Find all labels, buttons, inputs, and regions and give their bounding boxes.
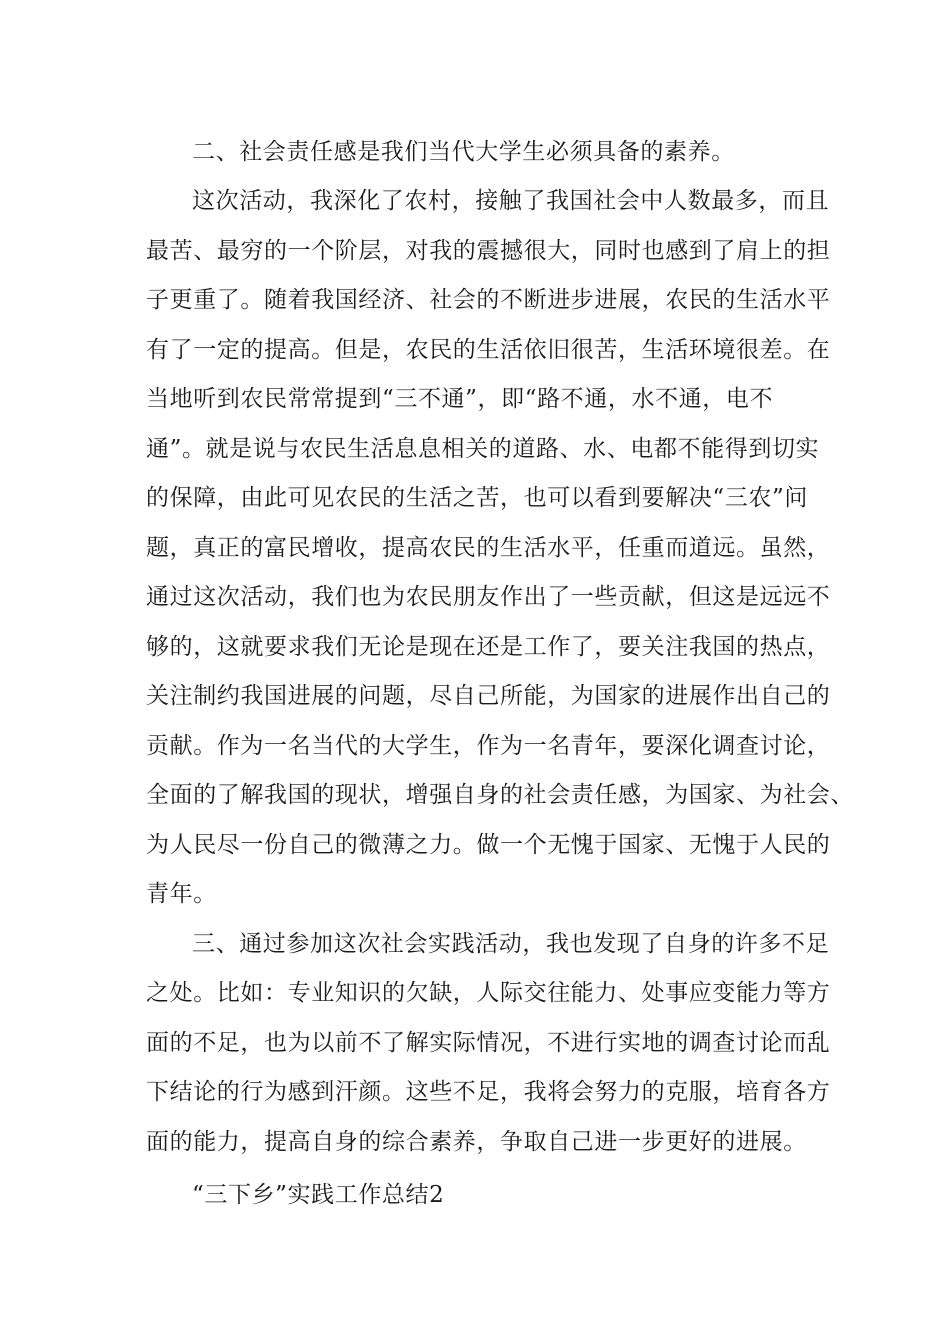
paragraph-line: 关注制约我国进展的问题，尽自己所能，为国家的进展作出自己的 <box>146 683 831 709</box>
paragraph-line: 这次活动，我深化了农村，接触了我国社会中人数最多，而且 <box>192 188 830 214</box>
paragraph-line: 通过这次活动，我们也为农民朋友作出了一些贡献，但这是远远不 <box>146 584 831 610</box>
paragraph-line: 通”。就是说与农民生活息息相关的道路、水、电都不能得到切实 <box>146 436 820 462</box>
paragraph-line: 够的，这就要求我们无论是现在还是工作了，要关注我国的热点， <box>146 634 831 660</box>
paragraph-line: 青年。 <box>146 881 217 907</box>
paragraph-line: 面的不足，也为以前不了解实际情况，不进行实地的调查讨论而乱 <box>146 1030 831 1056</box>
paragraph-line: 的保障，由此可见农民的生活之苦，也可以看到要解决“三农”问 <box>146 485 808 511</box>
summary-title: “三下乡”实践工作总结2 <box>192 1182 445 1208</box>
paragraph-line: 有了一定的提高。但是，农民的生活依旧很苦，生活环境很差。在 <box>146 337 831 363</box>
paragraph-line: 贡献。作为一名当代的大学生，作为一名青年，要深化调查讨论， <box>146 733 831 759</box>
paragraph-line: 题，真正的富民增收，提高农民的生活水平，任重而道远。虽然， <box>146 535 831 561</box>
paragraph-line: 下结论的行为感到汗颜。这些不足，我将会努力的克服，培育各方 <box>146 1079 831 1105</box>
paragraph-line: 面的能力，提高自身的综合素养，争取自己进一步更好的进展。 <box>146 1129 807 1155</box>
paragraph-line: 当地听到农民常常提到“三不通”，即“路不通，水不通，电不 <box>146 386 774 412</box>
section-heading-3: 三、通过参加这次社会实践活动，我也发现了自身的许多不足 <box>192 931 830 957</box>
paragraph-line: 最苦、最穷的一个阶层，对我的震撼很大，同时也感到了肩上的担 <box>146 238 831 264</box>
paragraph-line: 为人民尽一份自己的微薄之力。做一个无愧于国家、无愧于人民的 <box>146 832 831 858</box>
paragraph-line: 子更重了。随着我国经济、社会的不断进步进展，农民的生活水平 <box>146 287 831 313</box>
paragraph-line: 全面的了解我国的现状，增强自身的社会责任感，为国家、为社会、 <box>146 782 854 808</box>
section-heading-2: 二、社会责任感是我们当代大学生必须具备的素养。 <box>192 139 735 165</box>
paragraph-line: 之处。比如：专业知识的欠缺，人际交往能力、处事应变能力等方 <box>146 980 831 1006</box>
